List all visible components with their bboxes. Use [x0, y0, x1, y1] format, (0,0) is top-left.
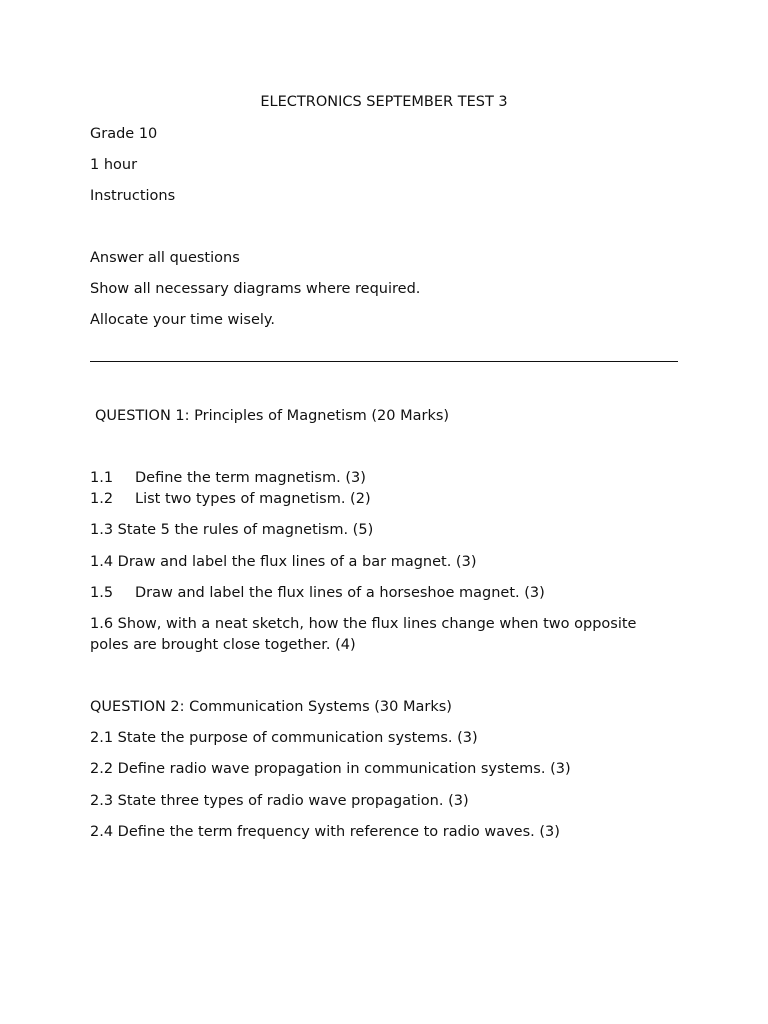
- question-item-1-4: 1.4 Draw and label the flux lines of a bar magnet. (3): [90, 554, 477, 570]
- duration-label: 1 hour: [90, 157, 138, 173]
- question-item-2-2: 2.2 Define radio wave propagation in communication systems. (3): [90, 761, 571, 777]
- question-item-2-1: 2.1 State the purpose of communication systems. (3): [90, 730, 478, 746]
- question-2-heading: QUESTION 2: Communication Systems (30 Marks): [90, 699, 452, 715]
- instruction-item: Show all necessary diagrams where required.: [90, 281, 421, 297]
- horizontal-divider: [90, 361, 678, 362]
- question-item-2-4: 2.4 Define the term frequency with reference to radio waves. (3): [90, 824, 560, 840]
- question-text: Draw and label the flux lines of a horseshoe magnet. (3): [135, 585, 545, 601]
- question-item-1-3: 1.3 State 5 the rules of magnetism. (5): [90, 522, 374, 538]
- instruction-item: Allocate your time wisely.: [90, 312, 276, 328]
- instruction-item: Answer all questions: [90, 250, 240, 266]
- question-1-heading: QUESTION 1: Principles of Magnetism (20 Marks): [95, 408, 450, 424]
- question-number: 1.2: [90, 491, 114, 507]
- question-item-1-5: [90, 583, 545, 603]
- question-item-1-1: [90, 468, 366, 488]
- question-item-2-3: 2.3 State three types of radio wave propagation. (3): [90, 793, 469, 809]
- document-title: ELECTRONICS SEPTEMBER TEST 3: [260, 94, 508, 110]
- question-number: 1.5: [90, 585, 114, 601]
- question-text: List two types of magnetism. (2): [135, 491, 371, 507]
- question-item-1-6-line-2: poles are brought close together. (4): [90, 637, 356, 653]
- instructions-heading: Instructions: [90, 188, 176, 204]
- question-item-1-2: [90, 489, 371, 509]
- question-text: Define the term magnetism. (3): [135, 470, 366, 486]
- grade-label: Grade 10: [90, 126, 158, 142]
- question-item-1-6-line-1: 1.6 Show, with a neat sketch, how the flux lines change when two opposite: [90, 616, 637, 632]
- question-number: 1.1: [90, 470, 114, 486]
